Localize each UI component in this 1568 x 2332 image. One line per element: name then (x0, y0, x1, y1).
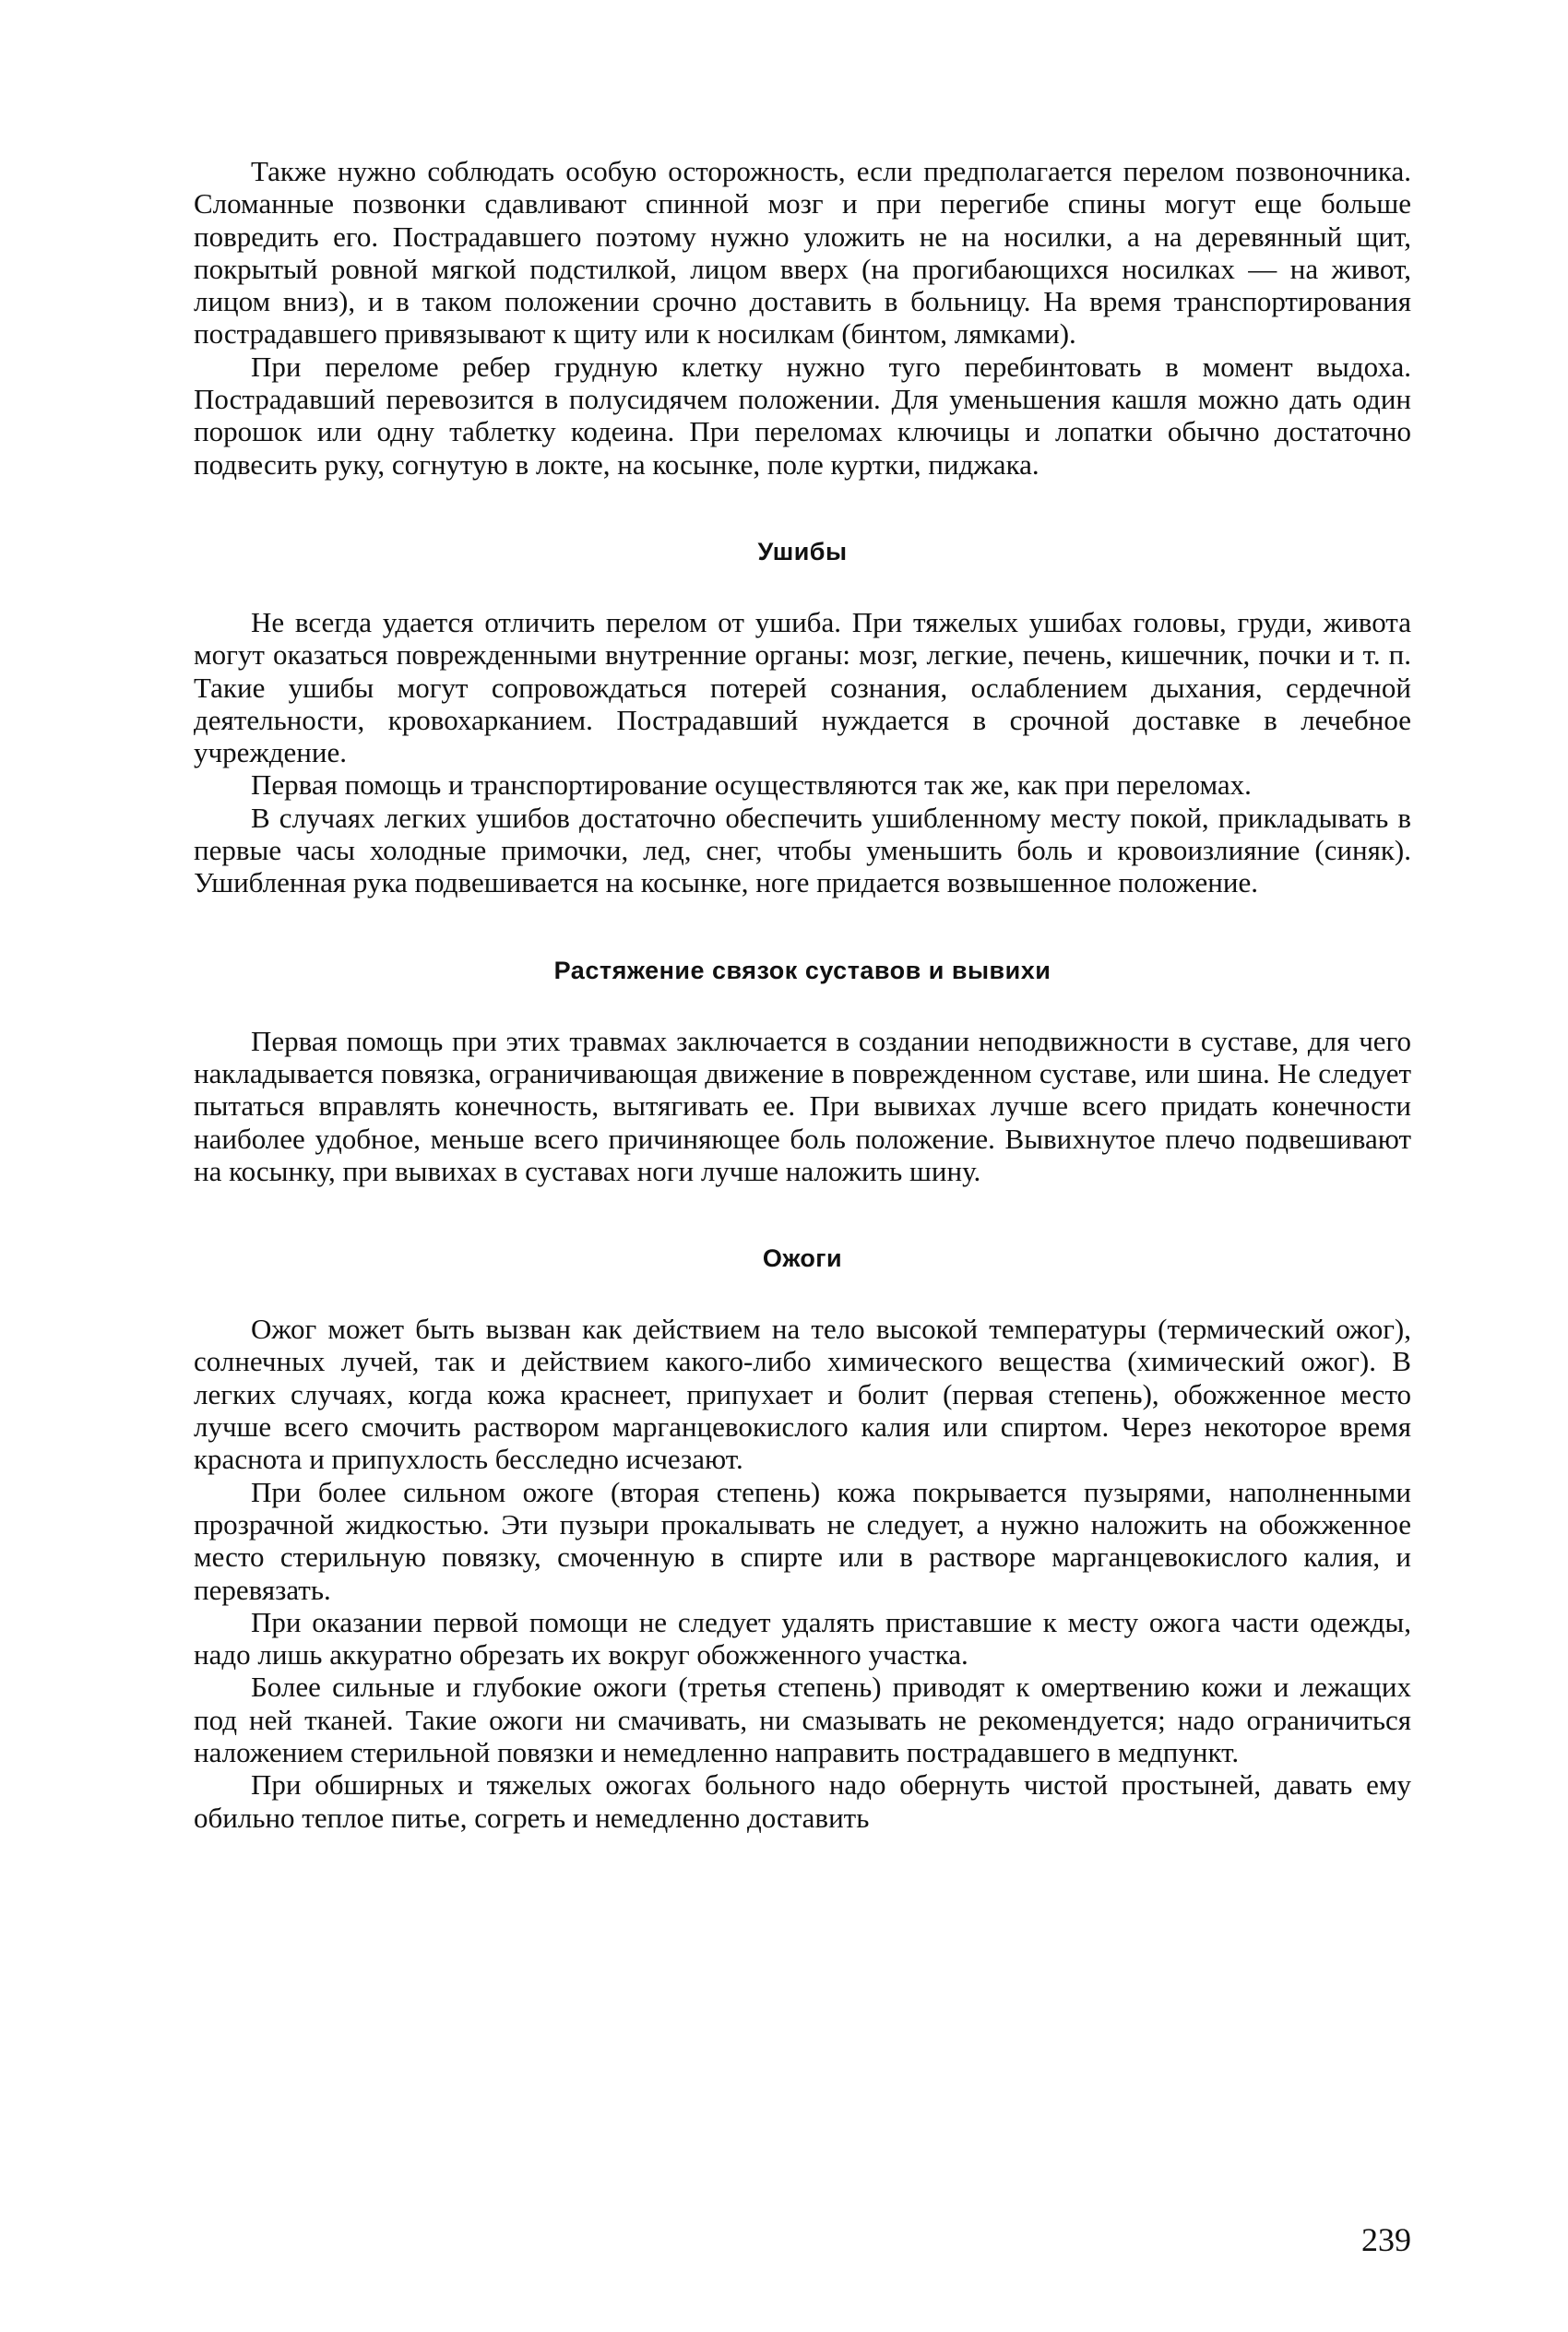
paragraph-sprains-1: Первая помощь при этих травмах заключается в создании неподвижности в суставе, для чего накладывается повязка, ограничивающая движение в поврежденном суставе, или шина. Не следует пытаться вправлять конечность, вытягивать ее. При вывихах лучше всего придать конечности наиболее удобное, меньше всего причиняющее боль положение. Вывихнутое плечо подвешивают на косынку, при вывихах в суставах ноги лучше наложить шину. (194, 1024, 1411, 1187)
paragraph-burns-4: Более сильные и глубокие ожоги (третья степень) приводят к омертвению кожи и лежащих под ней тканей. Такие ожоги ни смачивать, ни смазывать не рекомендуется; надо ограничиться наложением стерильной повязки и немедленно направить пострадавшего в медпункт. (194, 1671, 1411, 1768)
book-page (194, 155, 1411, 1834)
heading-sprains-dislocations: Растяжение связок суставов и вывихи (553, 956, 1051, 984)
page-number: 239 (1361, 2221, 1411, 2258)
paragraph-bruises-3: В случаях легких ушибов достаточно обеспечить ушибленному месту покой, прикладывать в первые часы холодные примочки, лед, снег, чтобы уменьшить боль и кровоизлияние (синяк). Ушибленная рука подвешивается на косынке, ноге придается возвышенное положение. (194, 801, 1411, 899)
paragraph-rib-fracture: При переломе ребер грудную клетку нужно туго перебинтовать в момент выдоха. Пострадавший перевозится в полусидячем положении. Для уменьшения кашля можно дать один порошок или одну таблетку кодеина. При переломах ключицы и лопатки обычно достаточно подвесить руку, согнутую в локте, на косынке, поле куртки, пиджака. (194, 350, 1411, 481)
paragraph-spine-fracture: Также нужно соблюдать особую осторожность, если предполагается перелом позвоночника. Сломанные позвонки сдавливают спинной мозг и при перегибе спины могут еще больше повредить его. Пострадавшего поэтому нужно уложить не на носилки, а на деревянный щит, покрытый ровной мягкой подстилкой, лицом вверх (на прогибающихся носилках — на живот, лицом вниз), и в таком положении срочно доставить в больницу. На время транспортирования пострадавшего привязывают к щиту или к носилкам (бинтом, лямками). (194, 155, 1411, 351)
paragraph-burns-2: При более сильном ожоге (вторая степень) кожа покрывается пузырями, наполненными прозрачной жидкостью. Эти пузыри прокалывать не следует, а нужно наложить на обожженное место стерильную повязку, смоченную в спирте или в растворе марганцевокислого калия, и перевязать. (194, 1475, 1411, 1606)
paragraph-burns-5: При обширных и тяжелых ожогах больного надо обернуть чистой простыней, давать ему обильно теплое питье, согреть и немедленно доставить (194, 1768, 1411, 1834)
paragraph-burns-1: Ожог может быть вызван как действием на тело высокой температуры (термический ожог), солнечных лучей, так и действием какого-либо химического вещества (химический ожог). В легких случаях, когда кожа краснеет, припухает и болит (первая степень), обожженное место лучше всего смочить раствором марганцевокислого калия или спиртом. Через некоторое время краснота и припухлость бесследно исчезают. (194, 1313, 1411, 1476)
paragraph-bruises-1: Не всегда удается отличить перелом от ушиба. При тяжелых ушибах головы, груди, живота могут оказаться поврежденными внутренние органы: мозг, легкие, печень, кишечник, почки и т. п. Такие ушибы могут сопровождаться потерей сознания, ослаблением дыхания, сердечной деятельности, кровохарканием. Пострадавший нуждается в срочной доставке в лечебное учреждение. (194, 605, 1411, 769)
heading-bruises: Ушибы (757, 537, 848, 565)
paragraph-bruises-2: Первая помощь и транспортирование осуществляются так же, как при переломах. (251, 768, 1252, 802)
paragraph-burns-3: При оказании первой помощи не следует удалять приставшие к месту ожога части одежды, надо лишь аккуратно обрезать их вокруг обожженного участка. (194, 1605, 1411, 1672)
heading-burns: Ожоги (762, 1244, 843, 1273)
